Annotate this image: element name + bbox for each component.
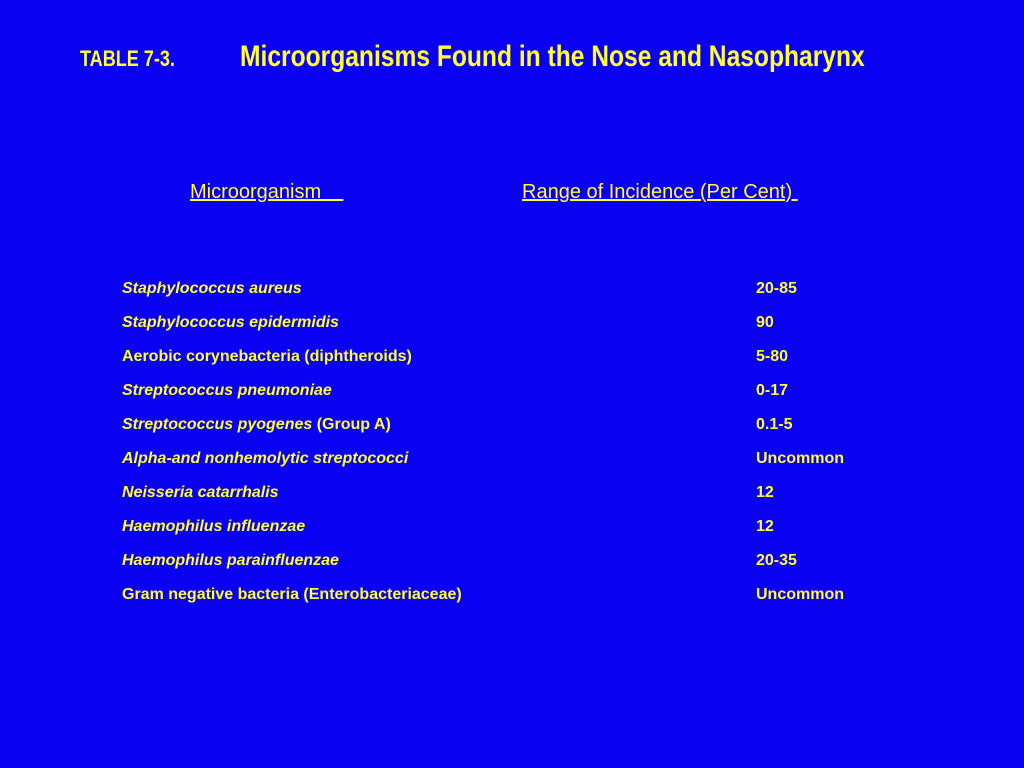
table-row	[0, 450, 1024, 484]
table-row	[0, 518, 1024, 552]
organism-name	[122, 416, 391, 434]
organism-name-italic: Neisseria catarrhalis	[122, 484, 279, 501]
organism-name	[122, 484, 279, 502]
organism-name	[122, 382, 332, 400]
organism-name-italic: Staphylococcus epidermidis	[122, 314, 339, 331]
organism-name-italic: Streptococcus pneumoniae	[122, 382, 332, 399]
table-row	[0, 586, 1024, 620]
organism-name	[122, 518, 305, 536]
organism-name	[122, 280, 302, 298]
incidence-value: 20-85	[756, 280, 797, 297]
organism-name-plain: (Group A)	[312, 416, 391, 433]
incidence-value: 5-80	[756, 348, 789, 365]
table-title: Microorganisms Found in the Nose and Nasopharynx	[240, 40, 865, 73]
organism-name-italic: Alpha-and nonhemolytic streptococci	[122, 450, 409, 467]
column-header-microorganism: Microorganism	[190, 181, 344, 203]
organism-name	[122, 450, 408, 468]
table-body	[0, 280, 1024, 620]
incidence-value: 12	[756, 484, 774, 501]
organism-name-italic: Haemophilus influenzae	[122, 518, 306, 535]
incidence-value: 90	[756, 314, 774, 331]
table-row	[0, 552, 1024, 586]
incidence-value: Uncommon	[756, 450, 844, 467]
organism-name-plain: Gram negative bacteria (Enterobacteriaceae)	[122, 586, 462, 603]
table-row	[0, 314, 1024, 348]
table-row	[0, 416, 1024, 450]
incidence-value: 20-35	[756, 552, 797, 569]
column-header-range-of-incidence: Range of Incidence (Per Cent)	[522, 181, 798, 203]
incidence-value: 12	[756, 518, 774, 535]
slide-title	[80, 40, 1002, 74]
organism-name	[122, 586, 462, 604]
organism-name	[122, 348, 412, 366]
organism-name	[122, 552, 339, 570]
table-row	[0, 280, 1024, 314]
incidence-value: Uncommon	[756, 586, 844, 603]
table-row	[0, 484, 1024, 518]
table-row	[0, 348, 1024, 382]
organism-name-italic: Haemophilus parainfluenzae	[122, 552, 339, 569]
organism-name-italic: Streptococcus pyogenes	[122, 416, 313, 433]
table-row	[0, 382, 1024, 416]
incidence-value: 0.1-5	[756, 416, 793, 433]
table-number-label: TABLE 7-3.	[80, 46, 175, 71]
organism-name	[122, 314, 339, 332]
organism-name-plain: Aerobic corynebacteria (diphtheroids)	[122, 348, 412, 365]
incidence-value: 0-17	[756, 382, 789, 399]
organism-name-italic: Staphylococcus aureus	[122, 280, 302, 297]
